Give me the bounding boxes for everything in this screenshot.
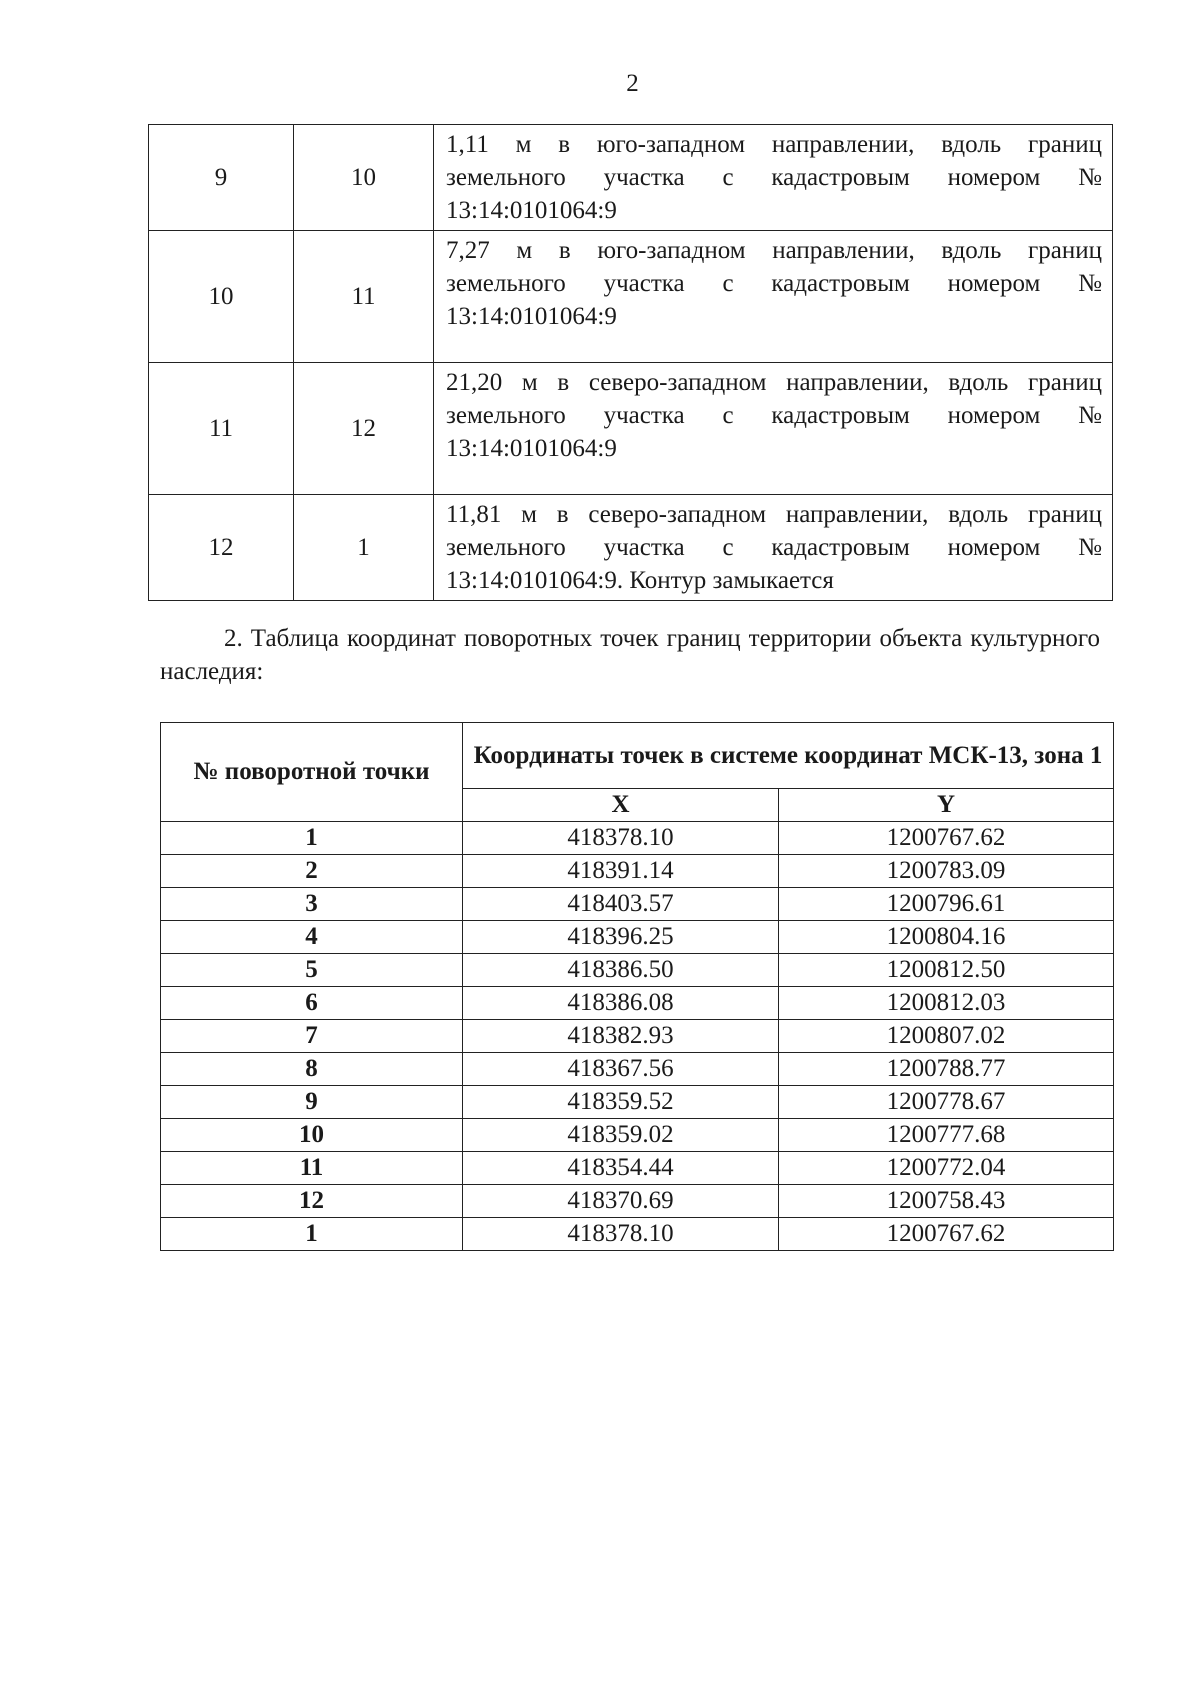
segment-to: 12 (294, 363, 434, 495)
table-row (161, 1185, 1114, 1218)
table-row (161, 1086, 1114, 1119)
segment-to: 10 (294, 125, 434, 231)
header-y: Y (779, 789, 1114, 822)
point-number-cell: 11 (161, 1152, 463, 1185)
y-coordinate-cell: 1200812.03 (779, 987, 1114, 1020)
point-number-cell: 5 (161, 954, 463, 987)
y-coordinate-cell: 1200772.04 (779, 1152, 1114, 1185)
x-coordinate-cell: 418403.57 (463, 888, 779, 921)
table-row (161, 987, 1114, 1020)
x-coordinate-cell: 418396.25 (463, 921, 779, 954)
coordinates-table (160, 722, 1114, 1251)
table-row (161, 1119, 1114, 1152)
segment-to: 11 (294, 231, 434, 363)
x-coordinate-cell: 418354.44 (463, 1152, 779, 1185)
x-coordinate-cell: 418386.08 (463, 987, 779, 1020)
table-row (161, 855, 1114, 888)
segment-from: 9 (149, 125, 294, 231)
header-x: X (463, 789, 779, 822)
table-header-row (161, 723, 1114, 789)
x-coordinate-cell: 418359.52 (463, 1086, 779, 1119)
x-coordinate-cell: 418382.93 (463, 1020, 779, 1053)
segment-description: 1,11 м в юго-западном направлении, вдоль границ земельного участка с кадастровым номером № 13:14:0101064:9 (434, 125, 1113, 231)
point-number-cell: 12 (161, 1185, 463, 1218)
boundary-segments-table (148, 124, 1113, 601)
point-number-cell: 1 (161, 822, 463, 855)
segment-description: 11,81 м в северо-западном направлении, вдоль границ земельного участка с кадастровым номером № 13:14:0101064:9. Контур замыкается (434, 495, 1113, 601)
y-coordinate-cell: 1200777.68 (779, 1119, 1114, 1152)
table-row (161, 1152, 1114, 1185)
segment-from: 10 (149, 231, 294, 363)
segment-to: 1 (294, 495, 434, 601)
table-row (149, 363, 1113, 495)
table-row (161, 822, 1114, 855)
y-coordinate-cell: 1200767.62 (779, 1218, 1114, 1251)
table-row (149, 495, 1113, 601)
section-2-heading: 2. Таблица координат поворотных точек границ территории объекта культурного наследия: (160, 625, 1100, 685)
point-number-cell: 3 (161, 888, 463, 921)
point-number-cell: 6 (161, 987, 463, 1020)
table-row (161, 1218, 1114, 1251)
y-coordinate-cell: 1200767.62 (779, 822, 1114, 855)
coordinates-body (161, 822, 1114, 1251)
point-number-cell: 9 (161, 1086, 463, 1119)
table-row (161, 954, 1114, 987)
page-number: 2 (626, 70, 639, 97)
segment-from: 11 (149, 363, 294, 495)
x-coordinate-cell: 418367.56 (463, 1053, 779, 1086)
table-row (161, 888, 1114, 921)
segment-description: 7,27 м в юго-западном направлении, вдоль границ земельного участка с кадастровым номером № 13:14:0101064:9 (434, 231, 1113, 363)
point-number-cell: 2 (161, 855, 463, 888)
table-row (161, 1053, 1114, 1086)
table-row (161, 921, 1114, 954)
y-coordinate-cell: 1200796.61 (779, 888, 1114, 921)
y-coordinate-cell: 1200788.77 (779, 1053, 1114, 1086)
table-row (149, 125, 1113, 231)
point-number-cell: 7 (161, 1020, 463, 1053)
table-row (149, 231, 1113, 363)
x-coordinate-cell: 418391.14 (463, 855, 779, 888)
y-coordinate-cell: 1200758.43 (779, 1185, 1114, 1218)
x-coordinate-cell: 418378.10 (463, 822, 779, 855)
y-coordinate-cell: 1200812.50 (779, 954, 1114, 987)
point-number-cell: 1 (161, 1218, 463, 1251)
point-number-cell: 8 (161, 1053, 463, 1086)
point-number-cell: 4 (161, 921, 463, 954)
x-coordinate-cell: 418359.02 (463, 1119, 779, 1152)
x-coordinate-cell: 418370.69 (463, 1185, 779, 1218)
y-coordinate-cell: 1200778.67 (779, 1086, 1114, 1119)
header-point-number: № поворотной точки (161, 723, 463, 822)
y-coordinate-cell: 1200783.09 (779, 855, 1114, 888)
x-coordinate-cell: 418386.50 (463, 954, 779, 987)
x-coordinate-cell: 418378.10 (463, 1218, 779, 1251)
y-coordinate-cell: 1200804.16 (779, 921, 1114, 954)
table-row (161, 1020, 1114, 1053)
y-coordinate-cell: 1200807.02 (779, 1020, 1114, 1053)
segment-description: 21,20 м в северо-западном направлении, вдоль границ земельного участка с кадастровым номером № 13:14:0101064:9 (434, 363, 1113, 495)
segment-from: 12 (149, 495, 294, 601)
header-coordinates: Координаты точек в системе координат МСК-13, зона 1 (463, 723, 1114, 789)
point-number-cell: 10 (161, 1119, 463, 1152)
